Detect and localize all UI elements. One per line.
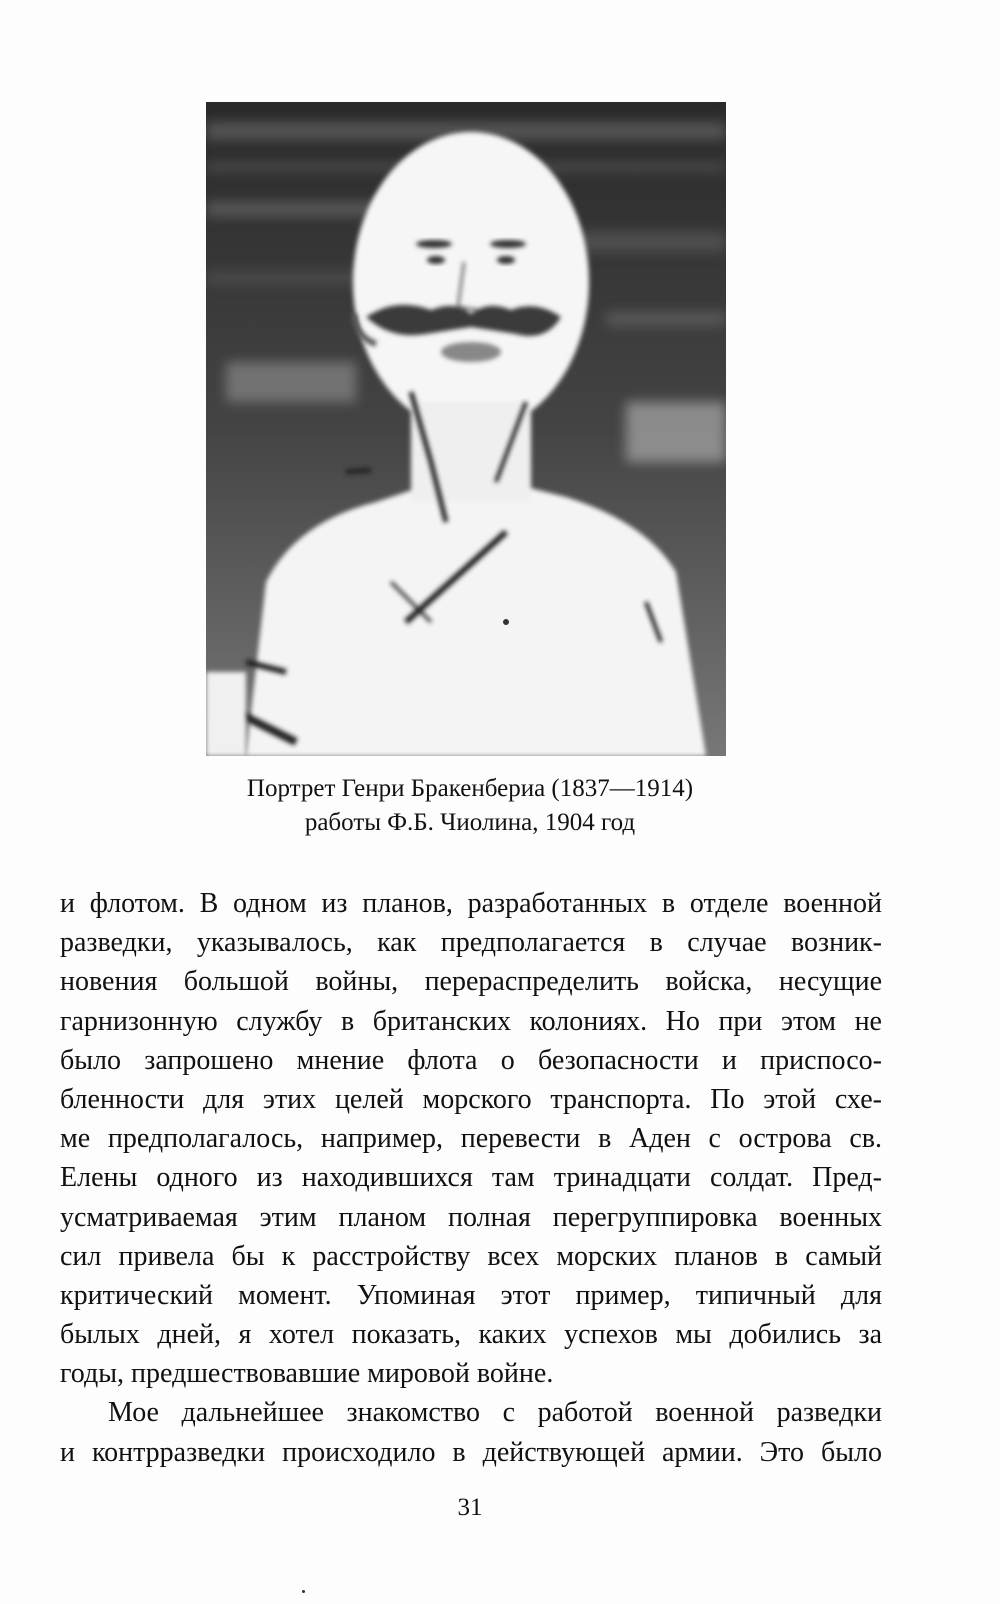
body-line: было запрошено мнение флота о безопасности и приспосо- — [60, 1044, 882, 1076]
body-line: гарнизонную службу в британских колониях. Но при этом не — [60, 1005, 882, 1037]
body-line: и флотом. В одном из планов, разработанных в отделе военной — [60, 888, 882, 919]
body-line: и контрразведки происходило в действующей армии. Это было — [60, 1436, 882, 1468]
body-line: сил привела бы к расстройству всех морских планов в самый — [60, 1240, 882, 1272]
caption-line: Портрет Генри Бракенбериа (1837—1914) — [246, 775, 694, 802]
body-line: ме предполагалось, например, перевести в Аден с острова св. — [60, 1123, 882, 1155]
body-line: годы, предшествовавшие мировой войне. — [60, 1358, 554, 1390]
body-line: Елены одного из находившихся там тринадцати солдат. Пред- — [60, 1162, 882, 1194]
body-line: разведки, указывалось, как предполагается в случае возник- — [60, 927, 882, 959]
caption-line: работы Ф.Б. Чиолина, 1904 год — [304, 809, 636, 836]
body-line: новения большой войны, перераспределить войска, несущие — [60, 966, 882, 998]
stray-mark — [302, 1590, 305, 1593]
body-line: былых дней, я хотел показать, каких успехов мы добились за — [60, 1319, 882, 1351]
body-text — [60, 884, 882, 1472]
body-line: усматриваемая этим планом полная перегруппировка военных — [60, 1201, 882, 1233]
body-line: бленности для этих целей морского транспорта. По этой схе- — [60, 1083, 882, 1115]
body-line: критический момент. Упоминая этот пример, типичный для — [60, 1279, 882, 1311]
figure-caption — [0, 772, 940, 840]
body-line: Мое дальнейшее знакомство с работой военной разведки — [108, 1397, 882, 1429]
page-number: 31 — [457, 1494, 483, 1521]
portrait-photo — [206, 102, 726, 756]
